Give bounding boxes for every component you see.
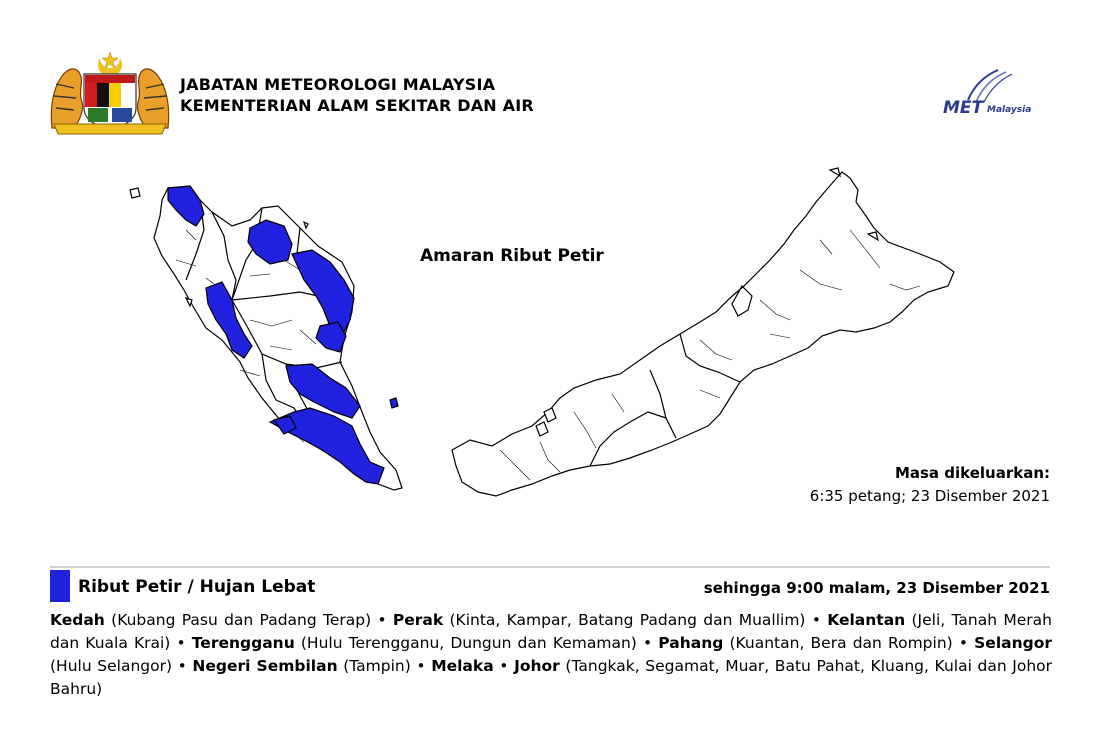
issued-value: 6:35 petang; 23 Disember 2021 [809,487,1050,505]
state-name: Kelantan [827,611,906,629]
bullet-separator: • [493,657,515,675]
island [304,222,308,228]
org-line-2: KEMENTERIAN ALAM SEKITAR DAN AIR [180,96,534,115]
bullet-separator: • [371,611,393,629]
state-name: Perak [392,611,444,629]
state-districts: (Kubang Pasu dan Padang Terap) [104,611,372,629]
island [830,168,840,176]
state-name: Pahang [658,634,724,652]
island [186,298,192,306]
bullet-separator: • [170,634,192,652]
met-logo-main: MET [943,98,984,118]
valid-until: sehingga 9:00 malam, 23 Disember 2021 [703,579,1050,597]
map-title: Amaran Ribut Petir [420,246,604,266]
peninsular-malaysia [130,186,402,490]
state-districts: (Hulu Terengganu, Dungun dan Kemaman) [294,634,637,652]
state-districts: (Jeli, Tanah Merah dan Kuala Krai) [50,611,1052,652]
state-name: Kedah [50,611,105,629]
bullet-separator: • [805,611,828,629]
met-logo-sub: Malaysia [987,105,1032,115]
island [130,188,140,198]
borneo-outline [452,172,954,496]
bullet-separator: • [410,657,432,675]
island [390,398,398,408]
coat-of-arms-icon [48,50,172,135]
state-name: Selangor [974,634,1053,652]
bullet-separator: • [172,657,193,675]
state-districts: (Tampin) [337,657,411,675]
header [48,50,1058,140]
state-districts: (Kinta, Kampar, Batang Padang dan Muallim) [443,611,806,629]
divider [50,566,1050,568]
affected-areas [50,609,1052,701]
east-malaysia [452,168,954,496]
bullet-separator: • [636,634,659,652]
state-districts: (Kuantan, Bera dan Rompin) [723,634,953,652]
organization-name [180,74,534,116]
state-districts: (Hulu Selangor) [50,657,173,675]
state-name: Terengganu [191,634,295,652]
legend-swatch [50,570,70,602]
issued-time [810,462,1050,508]
state-name: Johor [514,657,560,675]
state-name: Negeri Sembilan [192,657,338,675]
met-malaysia-logo [940,68,1056,120]
state-districts: (Tangkak, Segamat, Muar, Batu Pahat, Kluang, Kulai dan Johor Bahru) [50,657,1053,698]
org-line-1: JABATAN METEOROLOGI MALAYSIA [180,75,496,94]
bullet-separator: • [952,634,975,652]
legend-label: Ribut Petir / Hujan Lebat [78,577,316,597]
issued-label: Masa dikeluarkan: [894,464,1050,482]
state-name: Melaka [431,657,494,675]
